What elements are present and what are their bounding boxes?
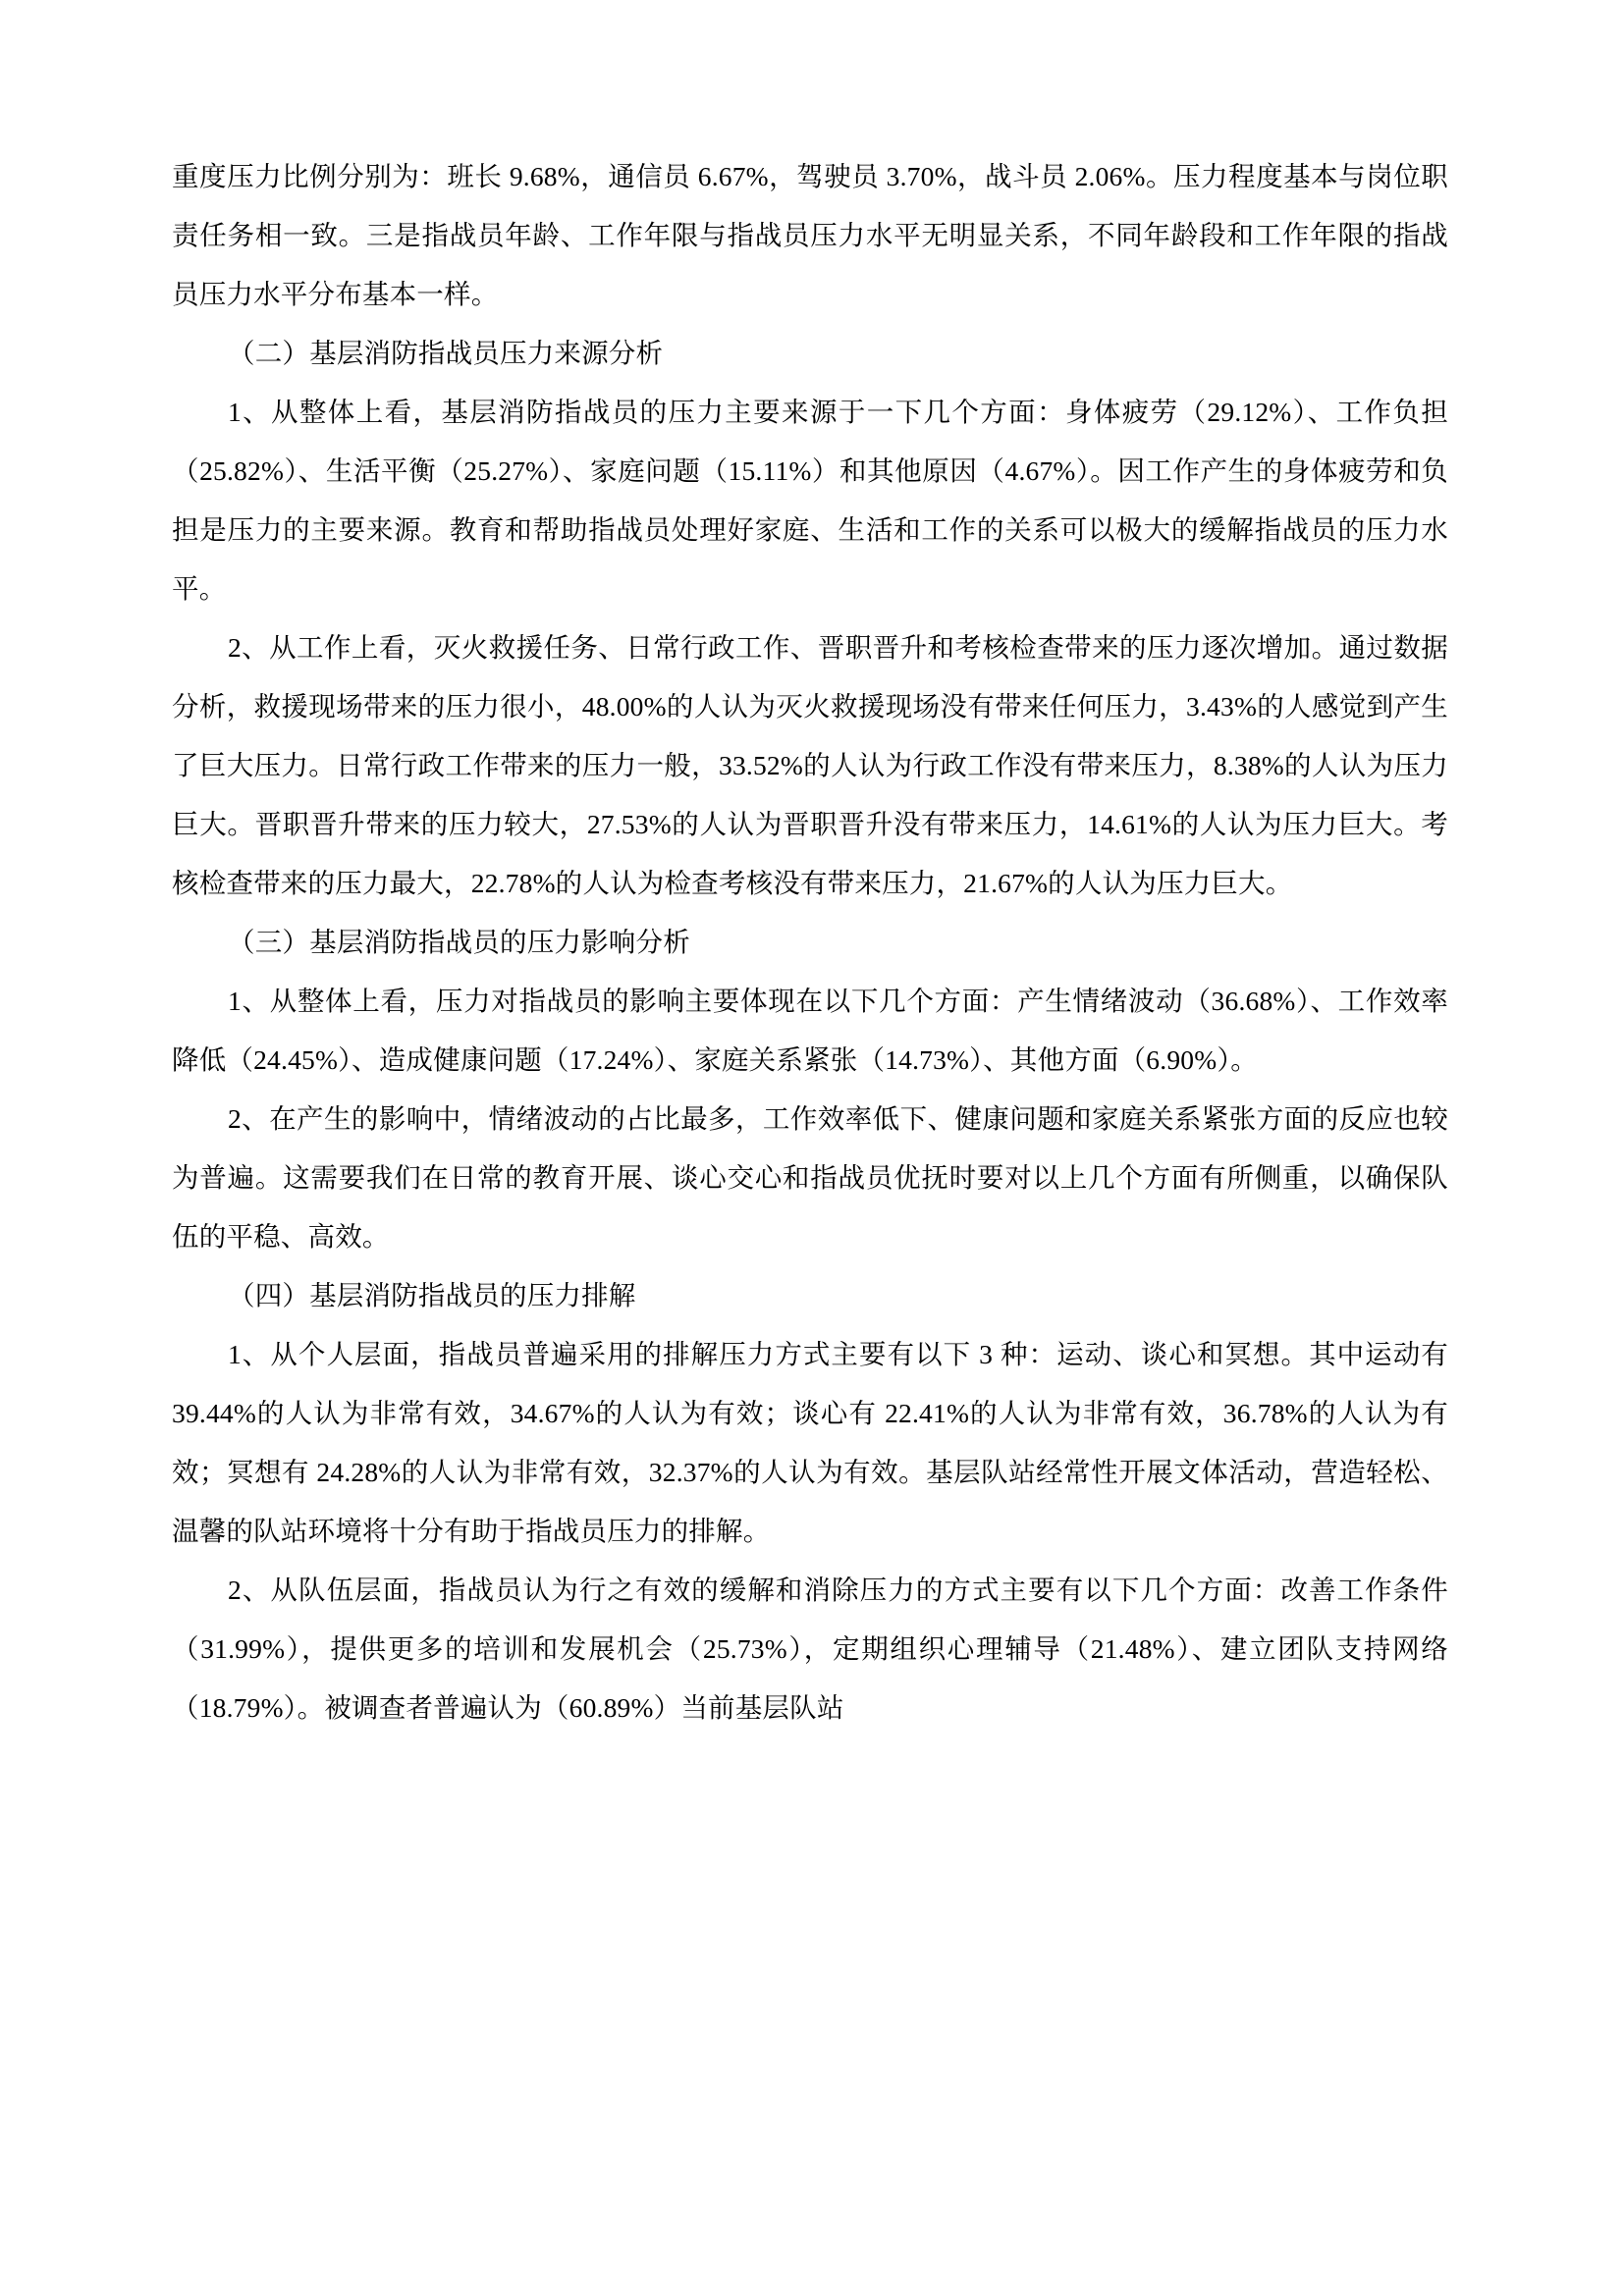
document-body — [172, 147, 1448, 1737]
paragraph-3: 1、从整体上看，基层消防指战员的压力主要来源于一下几个方面：身体疲劳（29.12%）、工作负担（25.82%）、生活平衡（25.27%）、家庭问题（15.11%）和其他原因（4.67%）。因工作产生的身体疲劳和负担是压力的主要来源。教育和帮助指战员处理好家庭、生活和工作的关系可以极大的缓解指战员的压力水平。 — [172, 397, 1448, 604]
paragraph-7: 2、在产生的影响中，情绪波动的占比最多，工作效率低下、健康问题和家庭关系紧张方面的反应也较为普遍。这需要我们在日常的教育开展、谈心交心和指战员优抚时要对以上几个方面有所侧重，以确保队伍的平稳、高效。 — [172, 1103, 1448, 1252]
paragraph-1: 重度压力比例分别为：班长 9.68%，通信员 6.67%，驾驶员 3.70%，战斗员 2.06%。压力程度基本与岗位职责任务相一致。三是指战员年龄、工作年限与指战员压力水平无明显关系，不同年龄段和工作年限的指战员压力水平分布基本一样。 — [172, 161, 1448, 309]
paragraph-10: 2、从队伍层面，指战员认为行之有效的缓解和消除压力的方式主要有以下几个方面：改善工作条件（31.99%），提供更多的培训和发展机会（25.73%），定期组织心理辅导（21.48%）、建立团队支持网络（18.79%）。被调查者普遍认为（60.89%）当前基层队站 — [172, 1575, 1448, 1723]
paragraph-heading-4: （四）基层消防指战员的压力排解 — [228, 1280, 636, 1310]
paragraph-heading-3: （三）基层消防指战员的压力影响分析 — [228, 927, 690, 957]
paragraph-6: 1、从整体上看，压力对指战员的影响主要体现在以下几个方面：产生情绪波动（36.68%）、工作效率降低（24.45%）、造成健康问题（17.24%）、家庭关系紧张（14.73%）、其他方面（6.90%）。 — [172, 986, 1448, 1075]
paragraph-heading-2: （二）基层消防指战员压力来源分析 — [228, 338, 664, 368]
paragraph-9: 1、从个人层面，指战员普遍采用的排解压力方式主要有以下 3 种：运动、谈心和冥想。其中运动有 39.44%的人认为非常有效，34.67%的人认为有效；谈心有 22.41%的人认为非常有效，36.78%的人认为有效；冥想有 24.28%的人认为非常有效，32.37%的人认为有效。基层队站经常性开展文体活动，营造轻松、温馨的队站环境将十分有助于指战员压力的排解。 — [172, 1339, 1448, 1546]
paragraph-4: 2、从工作上看，灭火救援任务、日常行政工作、晋职晋升和考核检查带来的压力逐次增加。通过数据分析，救援现场带来的压力很小，48.00%的人认为灭火救援现场没有带来任何压力，3.43%的人感觉到产生了巨大压力。日常行政工作带来的压力一般，33.52%的人认为行政工作没有带来压力，8.38%的人认为压力巨大。晋职晋升带来的压力较大，27.53%的人认为晋职晋升没有带来压力，14.61%的人认为压力巨大。考核检查带来的压力最大，22.78%的人认为检查考核没有带来压力，21.67%的人认为压力巨大。 — [172, 632, 1448, 898]
